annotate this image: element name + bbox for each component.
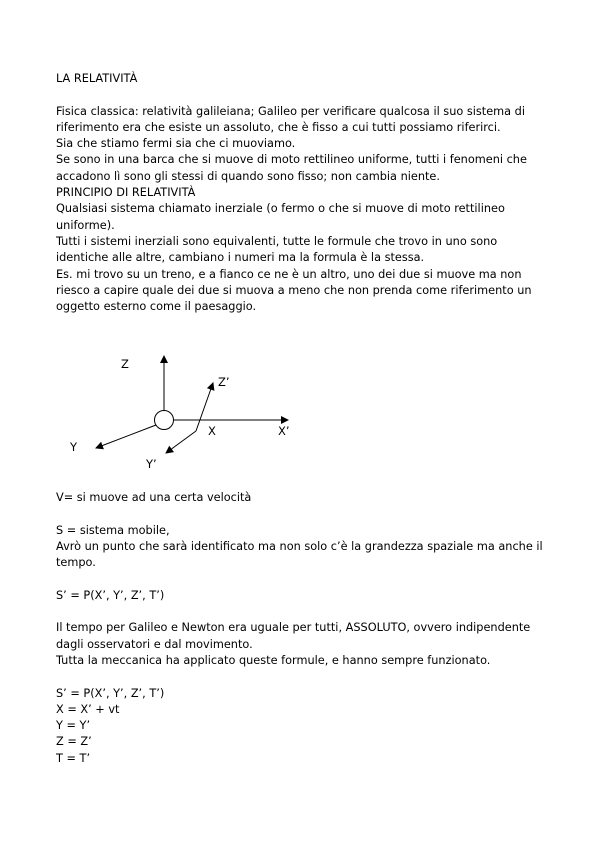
paragraph-line: riesco a capire quale dei due si muova a meno che non prenda come riferimento un: [56, 283, 532, 297]
formula-line: S’ = P(X’, Y’, Z’, T’): [56, 588, 165, 602]
paragraph-line: identiche alle altre, cambiano i numeri ma la formula è la stessa.: [56, 251, 425, 265]
velocity-line: V= si muove ad una certa velocità: [56, 491, 252, 504]
formula-line: S’ = P(X’, Y’, Z’, T’): [56, 686, 165, 700]
paragraph-line: Tutta la meccanica ha applicato queste formule, e hanno sempre funzionato.: [56, 653, 491, 667]
y-prime-label: Y’: [146, 457, 157, 471]
formula-line: Y = Y’: [56, 719, 91, 733]
paragraph-line: Avrò un punto che sarà identificato ma non solo c’è la grandezza spaziale ma anche il: [56, 539, 543, 553]
formula-line: T = T’: [56, 751, 91, 765]
paragraph-line: Qualsiasi sistema chiamato inerziale (o fermo o che si muove di moto rettilineo: [56, 202, 505, 216]
z-prime-label: Z’: [218, 375, 230, 389]
paragraph-line: Fisica classica: relatività galileiana; Galileo per verificare qualcosa il suo sistema di: [56, 104, 525, 118]
document-body-bottom: [56, 490, 556, 767]
paragraph-line: Sia che stiamo fermi sia che ci muoviamo.: [56, 137, 296, 151]
formula-line: Z = Z’: [56, 735, 92, 749]
blank-line: [56, 506, 556, 522]
blank-line: [56, 571, 556, 587]
blank-line: [56, 604, 556, 620]
section-heading: PRINCIPIO DI RELATIVITÀ: [56, 186, 196, 200]
x-prime-label: X’: [278, 424, 290, 438]
paragraph-line: oggetto esterno come il paesaggio.: [56, 300, 257, 314]
blank-line: [56, 669, 556, 685]
paragraph-line: riferimento era che esiste un assoluto, che è fisso a cui tutti possiamo riferirci.: [56, 120, 501, 134]
paragraph-line: tempo.: [56, 556, 96, 570]
z-label: Z: [121, 357, 129, 371]
y-axis: [96, 425, 156, 448]
y-label: Y: [70, 440, 78, 454]
formula-line: X = X’ + vt: [56, 702, 120, 716]
document-body-top: [56, 71, 556, 315]
blank-line: [56, 87, 556, 103]
origin-circle: [155, 411, 174, 430]
reference-frames-diagram: [60, 348, 310, 478]
paragraph-line: dagli osservatori e dal movimento.: [56, 637, 253, 651]
paragraph-line: Il tempo per Galileo e Newton era uguale per tutti, ASSOLUTO, ovvero indipendente: [56, 621, 531, 635]
document-title: LA RELATIVITÀ: [56, 72, 138, 85]
mobile-system-line: S = sistema mobile,: [56, 523, 170, 537]
paragraph-line: uniforme).: [56, 218, 115, 232]
paragraph-line: accadono lì sono gli stessi di quando sono fisso; non cambia niente.: [56, 169, 440, 183]
x-label: X: [208, 424, 216, 438]
paragraph-line: Es. mi trovo su un treno, e a fianco ce ne è un altro, uno dei due si muove ma non: [56, 267, 522, 281]
y-prime-axis: [166, 431, 196, 453]
paragraph-line: Tutti i sistemi inerziali sono equivalenti, tutte le formule che trovo in uno sono: [56, 234, 498, 248]
paragraph-line: Se sono in una barca che si muove di moto rettilineo uniforme, tutti i fenomeni che: [56, 153, 527, 167]
